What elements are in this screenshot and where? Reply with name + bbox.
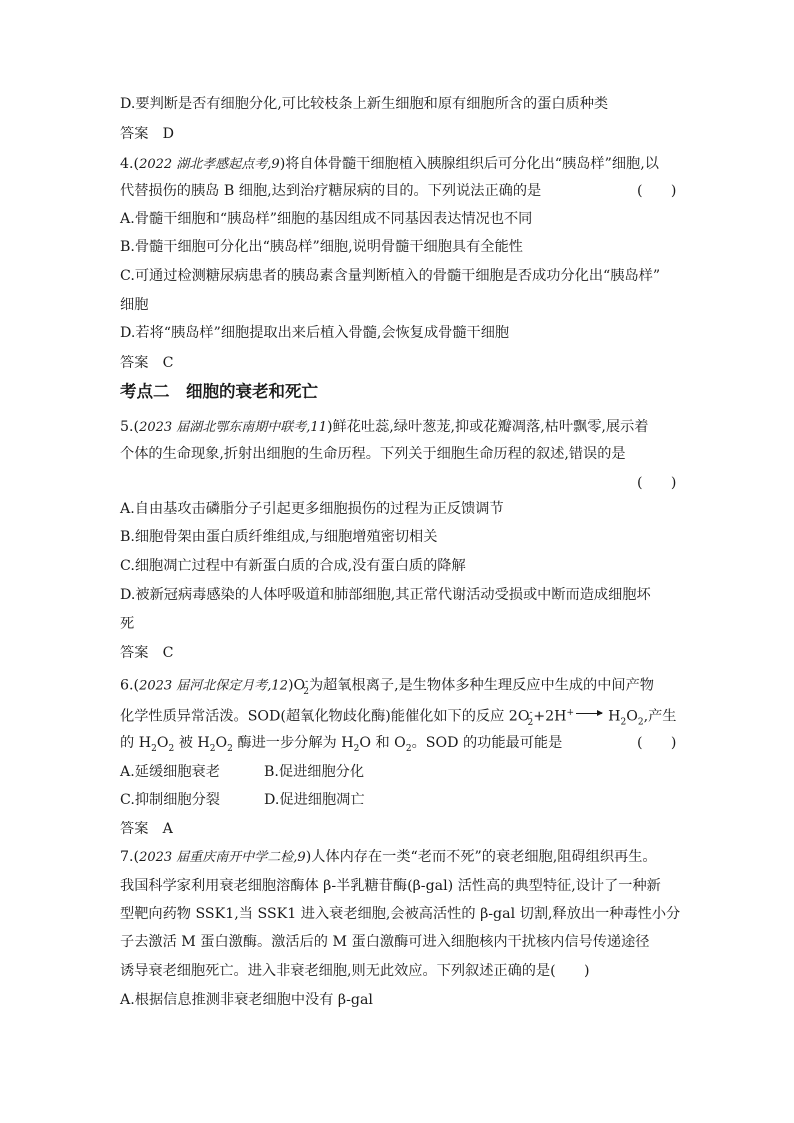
q6-stem-line2: 化学性质异常活泼。SOD(超氧化物歧化酶)能催化如下的反应 $2O^-_2+2H^+$ $H_2O_2$,产生 <box>120 708 677 728</box>
q4-option-d: D.若将“胰岛样”细胞提取出来后植入骨髓,会恢复成骨髓干细胞 <box>120 325 510 341</box>
q6-stem-line1: 6.(2023 届河北保定月考$,12)O^-_2$为超氧根离子,是生物体多种生理反应中生成的中间产物 <box>120 677 654 697</box>
q7-stem-line5: 诱导衰老细胞死亡。进入非衰老细胞,则无此效应。下列叙述正确的是( ) <box>120 963 590 979</box>
q5-option-d-line2: 死 <box>120 616 135 632</box>
q5-source: 2023 届湖北鄂东南期中联考,11 <box>139 420 327 435</box>
q5-answer: 答案 C <box>120 645 174 661</box>
q7-option-a: A.根据信息推测非衰老细胞中没有 β-gal <box>120 992 373 1008</box>
q6-source: 2023 届河北保定月考,12 <box>139 678 288 694</box>
q5-option-a: A.自由基攻击磷脂分子引起更多细胞损伤的过程为正反馈调节 <box>120 501 504 517</box>
q5-answer-blank: ( ) <box>637 475 677 491</box>
q4-option-b: B.骨髓干细胞可分化出“胰岛样”细胞,说明骨髓干细胞具有全能性 <box>120 239 523 255</box>
q4-answer: 答案 C <box>120 355 174 371</box>
q3-answer: 答案 D <box>120 126 174 142</box>
q7-source: 2023 届重庆南开中学二检,9 <box>139 850 306 865</box>
q4-option-c-line1: C.可通过检测糖尿病患者的胰岛素含量判断植入的骨髓干细胞是否成功分化出“胰岛样” <box>120 268 661 284</box>
q4-option-a: A.骨髓干细胞和“胰岛样”细胞的基因组成不同基因表达情况也不同 <box>120 211 533 227</box>
q5-option-c: C.细胞凋亡过程中有新蛋白质的合成,没有蛋白质的降解 <box>120 558 466 574</box>
q5-option-d-line1: D.被新冠病毒感染的人体呼吸道和肺部细胞,其正常代谢活动受损或中断而造成细胞坏 <box>120 587 651 603</box>
q5-stem-line2: 个体的生命现象,折射出细胞的生命历程。下列关于细胞生命历程的叙述,错误的是 <box>120 446 626 462</box>
q4-source: 2022 湖北孝感起点考,9 <box>139 157 280 172</box>
q6-answer-blank: ( ) <box>637 735 677 751</box>
q6-option-d: D.促进细胞凋亡 <box>264 792 365 808</box>
q4-stem-line2: 代替损伤的胰岛 B 细胞,达到治疗糖尿病的目的。下列说法正确的是 <box>120 183 542 199</box>
q4-option-c-line2: 细胞 <box>120 297 149 313</box>
q7-stem-line3: 型靶向药物 SSK1,当 SSK1 进入衰老细胞,会被高活性的 β-gal 切割,释放出一种毒性小分 <box>120 906 681 922</box>
q7-stem-line2: 我国科学家利用衰老细胞溶酶体 β-半乳糖苷酶(β-gal) 活性高的典型特征,设计了一种新 <box>120 878 661 894</box>
q7-stem-line1: 7.(2023 届重庆南开中学二检,9)人体内存在一类“老而不死”的衰老细胞,阻碍组织再生。 <box>120 849 657 865</box>
q7-stem-line4: 子去激活 M 蛋白激酶。激活后的 M 蛋白激酶可进入细胞核内干扰核内信号传递途径 <box>120 934 650 950</box>
q4-answer-blank: ( ) <box>637 183 677 199</box>
q5-stem-line1: 5.(2023 届湖北鄂东南期中联考,11)鲜花吐蕊,绿叶葱茏,抑或花瓣凋落,枯叶飘零,展示着 <box>120 419 649 435</box>
q6-stem-line3: 的 $H_2O_2$ 被 $H_2O_2$ 酶进一步分解为 $H_2O$ 和 $O_2$。SOD 的功能最可能是 <box>120 735 563 754</box>
q4-stem-line1: 4.(2022 湖北孝感起点考,9)将自体骨髓干细胞植入胰腺组织后可分化出“胰岛样”细胞,以 <box>120 156 659 172</box>
q3-option-d: D.要判断是否有细胞分化,可比较枝条上新生细胞和原有细胞所含的蛋白质种类 <box>120 96 609 112</box>
q5-option-b: B.细胞骨架由蛋白质纤维组成,与细胞增殖密切相关 <box>120 529 438 545</box>
q6-option-b: B.促进细胞分化 <box>264 764 365 780</box>
reaction-arrow-icon <box>576 713 602 714</box>
q6-option-c: C.抑制细胞分裂 <box>120 792 220 808</box>
section-heading: 考点二 细胞的衰老和死亡 <box>120 382 318 401</box>
q6-answer: 答案 A <box>120 821 173 837</box>
q6-option-a: A.延缓细胞衰老 <box>120 764 220 780</box>
